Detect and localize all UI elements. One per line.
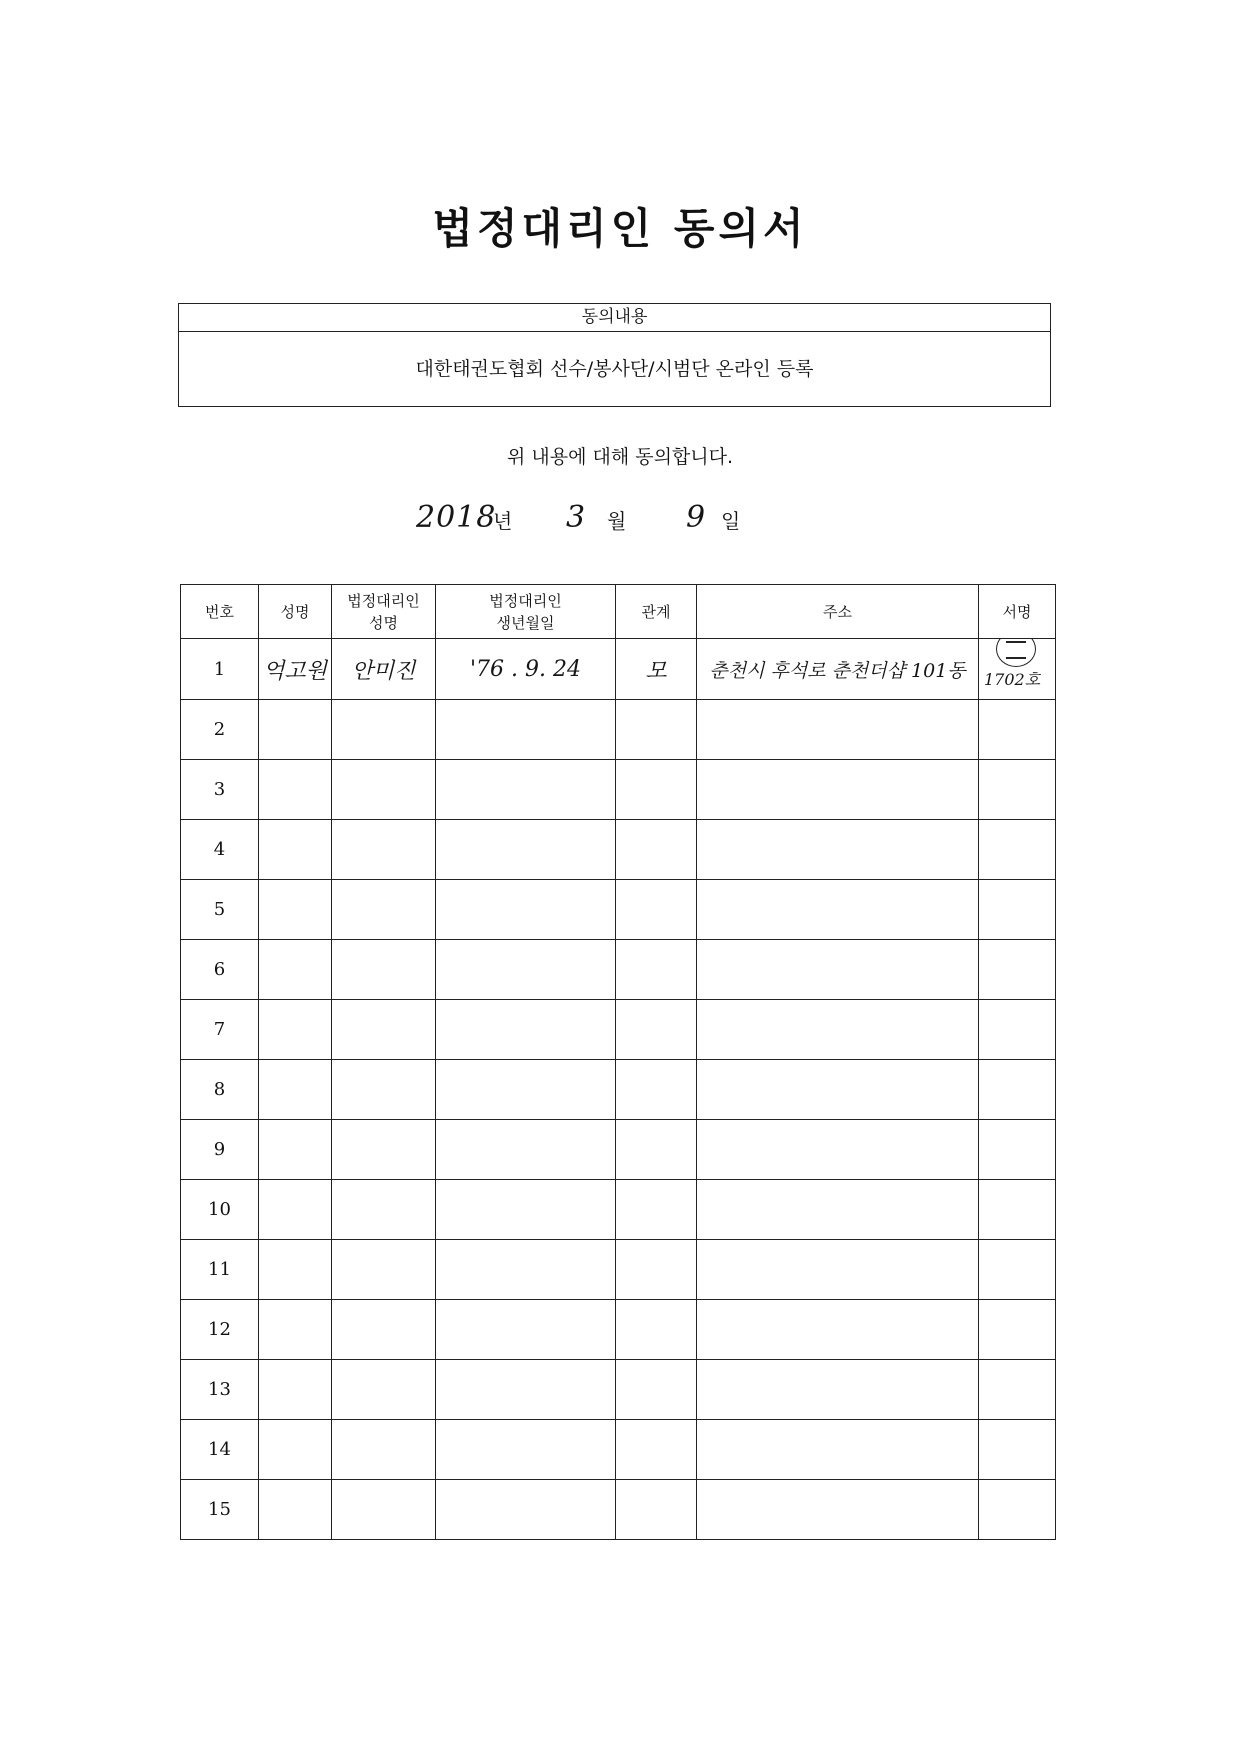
row-relation	[616, 1120, 697, 1180]
row-guardian-birth	[436, 820, 616, 880]
row-address	[697, 1240, 979, 1300]
row-address-text: 춘천시 후석로 춘천더샵 101동	[709, 659, 966, 682]
row-number-text: 5	[213, 899, 226, 920]
table-row	[181, 820, 1056, 880]
row-number	[181, 1360, 259, 1420]
row-guardian-name	[332, 880, 436, 940]
row-relation	[616, 820, 697, 880]
table-row	[181, 1360, 1056, 1420]
row-guardian-name	[332, 1060, 436, 1120]
table-row	[181, 1300, 1056, 1360]
table-row	[181, 940, 1056, 1000]
row-name	[259, 1060, 332, 1120]
row-name	[259, 1000, 332, 1060]
seal-stamp-icon	[996, 639, 1036, 668]
table-header-row	[181, 585, 1056, 639]
guardian-consent-table	[180, 584, 1056, 1540]
row-signature	[979, 1240, 1056, 1300]
table-row	[181, 1060, 1056, 1120]
table-row	[181, 1240, 1056, 1300]
row-name	[259, 760, 332, 820]
row-address	[697, 700, 979, 760]
row-guardian-birth	[436, 760, 616, 820]
row-name	[259, 1120, 332, 1180]
row-number	[181, 639, 259, 700]
date-day-unit: 일	[721, 509, 741, 533]
row-number	[181, 940, 259, 1000]
row-relation	[616, 1480, 697, 1540]
row-number-text: 15	[208, 1499, 231, 1520]
header-number: 번호	[181, 585, 259, 639]
row-number	[181, 1000, 259, 1060]
row-guardian-birth	[436, 1000, 616, 1060]
table-row	[181, 1420, 1056, 1480]
row-guardian-name	[332, 639, 436, 700]
row-guardian-birth	[436, 1060, 616, 1120]
row-guardian-birth	[436, 1480, 616, 1540]
consent-content-header: 동의내용	[179, 304, 1050, 332]
table-row	[181, 1120, 1056, 1180]
row-address	[697, 1360, 979, 1420]
row-guardian-name	[332, 760, 436, 820]
row-number-text: 8	[213, 1079, 226, 1100]
row-address	[697, 1120, 979, 1180]
row-number-text: 13	[208, 1379, 231, 1400]
row-relation	[616, 1360, 697, 1420]
row-signature	[979, 760, 1056, 820]
row-name	[259, 1480, 332, 1540]
row-guardian-name	[332, 1360, 436, 1420]
row-number	[181, 1180, 259, 1240]
row-signature	[979, 1360, 1056, 1420]
header-guardian-birth-line1: 법정대리인	[489, 591, 562, 610]
row-number-text: 10	[208, 1199, 231, 1220]
row-number-text: 9	[213, 1139, 226, 1160]
row-guardian-birth	[436, 940, 616, 1000]
row-signature	[979, 639, 1056, 700]
signature-mark	[982, 639, 1052, 695]
row-address	[697, 1420, 979, 1480]
row-number	[181, 1480, 259, 1540]
row-relation	[616, 1180, 697, 1240]
row-relation	[616, 1420, 697, 1480]
row-number	[181, 1240, 259, 1300]
table-row	[181, 639, 1056, 700]
table-row	[181, 760, 1056, 820]
row-name	[259, 1360, 332, 1420]
row-number	[181, 1300, 259, 1360]
row-name	[259, 880, 332, 940]
row-signature	[979, 1120, 1056, 1180]
row-address	[697, 639, 979, 700]
row-number	[181, 760, 259, 820]
consent-content-box	[178, 303, 1051, 407]
row-signature	[979, 1420, 1056, 1480]
row-guardian-birth	[436, 639, 616, 700]
row-guardian-name	[332, 1000, 436, 1060]
row-number	[181, 820, 259, 880]
row-guardian-name	[332, 940, 436, 1000]
row-number-text: 7	[213, 1019, 226, 1040]
row-guardian-name	[332, 1300, 436, 1360]
row-name	[259, 1180, 332, 1240]
row-guardian-birth	[436, 1420, 616, 1480]
row-number-text: 12	[208, 1319, 231, 1340]
header-guardian-birth-line2: 생년월일	[496, 613, 555, 632]
date-day-value: 9	[686, 500, 707, 535]
row-name	[259, 940, 332, 1000]
row-guardian-birth	[436, 1360, 616, 1420]
row-guardian-birth	[436, 1240, 616, 1300]
agreement-statement: 위 내용에 대해 동의합니다.	[506, 446, 734, 468]
row-number-text: 6	[213, 959, 226, 980]
date-year-unit: 년	[493, 509, 513, 533]
row-relation	[616, 1300, 697, 1360]
table-row	[181, 700, 1056, 760]
row-address	[697, 1480, 979, 1540]
row-guardian-birth	[436, 1120, 616, 1180]
row-guardian-name	[332, 1240, 436, 1300]
header-address: 주소	[697, 585, 979, 639]
row-address	[697, 880, 979, 940]
row-signature	[979, 1300, 1056, 1360]
row-guardian-name	[332, 1480, 436, 1540]
row-number	[181, 880, 259, 940]
row-number-text: 3	[213, 779, 226, 800]
row-number-text: 1	[213, 658, 226, 680]
header-name: 성명	[259, 585, 332, 639]
document-title: 법정대리인 동의서	[432, 204, 808, 253]
row-relation	[616, 880, 697, 940]
row-guardian-birth-text: '76 . 9. 24	[470, 656, 581, 682]
row-number-text: 2	[213, 719, 226, 740]
row-address	[697, 760, 979, 820]
table-row	[181, 1180, 1056, 1240]
row-number	[181, 1420, 259, 1480]
row-name	[259, 639, 332, 700]
date-month-value: 3	[566, 500, 587, 535]
row-guardian-name	[332, 1420, 436, 1480]
row-address	[697, 940, 979, 1000]
row-guardian-name	[332, 820, 436, 880]
row-number-text: 11	[208, 1259, 231, 1280]
row-guardian-name-text: 안미진	[351, 658, 416, 684]
row-number	[181, 700, 259, 760]
header-guardian-name-line1: 법정대리인	[347, 591, 420, 610]
row-guardian-birth	[436, 1300, 616, 1360]
row-signature	[979, 940, 1056, 1000]
row-relation	[616, 1000, 697, 1060]
header-signature: 서명	[979, 585, 1056, 639]
row-guardian-birth	[436, 700, 616, 760]
row-name-text: 억고원	[263, 658, 327, 684]
row-name	[259, 700, 332, 760]
row-address	[697, 820, 979, 880]
row-number-text: 4	[213, 839, 226, 860]
row-signature	[979, 820, 1056, 880]
row-signature	[979, 1480, 1056, 1540]
row-relation	[616, 1060, 697, 1120]
row-guardian-birth	[436, 1180, 616, 1240]
header-guardian-birth	[436, 585, 616, 639]
row-signature	[979, 1060, 1056, 1120]
header-guardian-name	[332, 585, 436, 639]
header-guardian-name-line2: 성명	[369, 613, 398, 632]
row-address	[697, 1060, 979, 1120]
header-relation: 관계	[616, 585, 697, 639]
row-relation	[616, 1240, 697, 1300]
row-number-text: 14	[208, 1439, 231, 1460]
consent-content-body: 대한태권도협회 선수/봉사단/시범단 온라인 등록	[415, 358, 814, 380]
row-guardian-name	[332, 700, 436, 760]
row-number	[181, 1120, 259, 1180]
row-name	[259, 1300, 332, 1360]
row-guardian-birth	[436, 880, 616, 940]
date-month-unit: 월	[607, 509, 627, 533]
row-relation	[616, 639, 697, 700]
table-row	[181, 880, 1056, 940]
row-signature	[979, 700, 1056, 760]
date-year-value: 2018	[416, 500, 497, 535]
row-relation	[616, 700, 697, 760]
row-address	[697, 1300, 979, 1360]
row-signature	[979, 1180, 1056, 1240]
table-row	[181, 1480, 1056, 1540]
row-number	[181, 1060, 259, 1120]
row-relation	[616, 760, 697, 820]
row-signature	[979, 880, 1056, 940]
row-address	[697, 1000, 979, 1060]
table-row	[181, 1000, 1056, 1060]
row-guardian-name	[332, 1180, 436, 1240]
row-name	[259, 1420, 332, 1480]
signature-text: 1702호	[984, 670, 1041, 689]
row-name	[259, 820, 332, 880]
row-address	[697, 1180, 979, 1240]
row-relation-text: 모	[645, 658, 667, 684]
row-guardian-name	[332, 1120, 436, 1180]
row-relation	[616, 940, 697, 1000]
row-name	[259, 1240, 332, 1300]
row-signature	[979, 1000, 1056, 1060]
